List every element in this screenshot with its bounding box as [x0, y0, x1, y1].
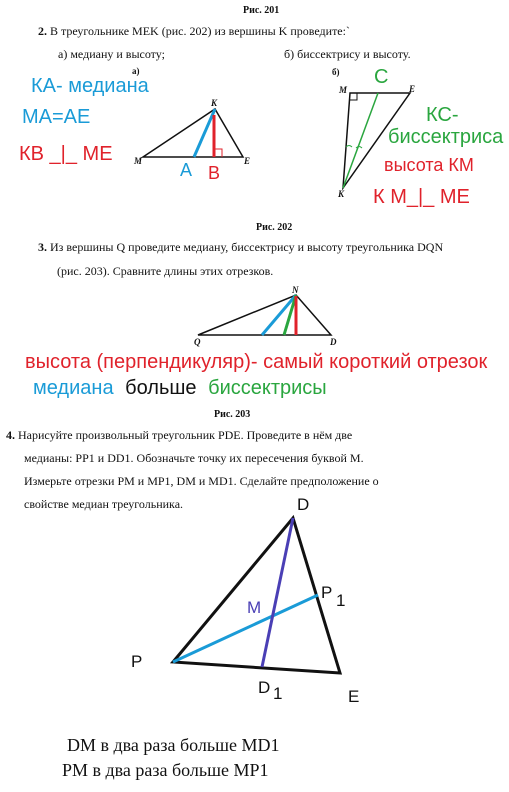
- conclusion-dm: DM в два раза больше MD1: [67, 735, 280, 755]
- note-height-shortest: высота (перпендикуляр)- самый короткий отрезок: [25, 351, 488, 373]
- vertex-n: N: [292, 285, 299, 295]
- task-statement: В треугольнике MEK (рис. 202) из вершины K проведите:`: [50, 24, 350, 38]
- task-4-line-2: медианы: PP1 и DD1. Обозначьте точку их пересечения буквой M.: [24, 451, 364, 465]
- vertex-e-label: E: [348, 687, 360, 706]
- point-m-label: M: [247, 598, 262, 617]
- vertex-k-a: K: [211, 98, 218, 108]
- note-bisector: биссектриса: [388, 126, 504, 148]
- caption-fig-201: Рис. 201: [243, 5, 280, 16]
- task-number: 4.: [6, 428, 15, 442]
- vertex-d: D: [330, 337, 337, 347]
- task-4-line-4: свойстве медиан треугольника.: [24, 497, 184, 511]
- task-2-part-a: а) медиану и высоту;: [58, 47, 165, 61]
- note-ma-ae: МА=АЕ: [22, 106, 91, 128]
- point-a-label: А: [180, 160, 193, 180]
- vertex-d-label: D: [297, 495, 310, 514]
- word-median: медиана: [33, 377, 114, 399]
- task-number: 3.: [38, 240, 47, 254]
- note-kb-perp: КВ _|_ МЕ: [19, 143, 113, 165]
- conclusion-pm: PM в два раза больше MP1: [62, 760, 269, 780]
- point-d1-subscript: 1: [273, 684, 283, 703]
- point-p1-subscript: 1: [336, 591, 346, 610]
- point-c-label: С: [374, 66, 389, 88]
- point-p1-label: P: [321, 583, 333, 602]
- note-km-perp: К М_|_ МЕ: [373, 186, 470, 208]
- vertex-k-b: K: [338, 189, 345, 199]
- vertex-p-label: P: [131, 652, 143, 671]
- note-height-km: высота КМ: [384, 155, 474, 175]
- word-bolshe: больше: [125, 377, 197, 399]
- word-bisector: биссектрисы: [208, 377, 327, 399]
- vertex-m-a: M: [134, 156, 143, 166]
- point-d1-label: D: [258, 678, 271, 697]
- note-ka-median: КА- медиана: [31, 75, 149, 97]
- vertex-e-a: E: [244, 156, 251, 166]
- vertex-e-b: E: [409, 84, 416, 94]
- median-dd1: [262, 518, 293, 667]
- vertex-q: Q: [194, 337, 201, 347]
- caption-fig-202: Рис. 202: [256, 222, 293, 233]
- median-pp1: [173, 595, 318, 662]
- task-number: 2.: [38, 24, 47, 38]
- fig-b-label: б): [332, 67, 340, 77]
- task-statement: Нарисуйте произвольный треугольник PDE. Проведите в нём две: [18, 428, 353, 442]
- note-kc: КС-: [426, 104, 459, 126]
- caption-fig-203: Рис. 203: [214, 409, 251, 420]
- task-4-line-3: Измерьте отрезки PM и MP1, DM и MD1. Сделайте предположение о: [24, 474, 379, 488]
- task-3-line-2: (рис. 203). Сравните длины этих отрезков.: [57, 264, 274, 278]
- point-b-label: В: [208, 163, 221, 183]
- vertex-m-b: M: [339, 85, 348, 95]
- task-statement: Из вершины Q проведите медиану, биссектрису и высоту треугольника DQN: [50, 240, 444, 254]
- fig-a-label: а): [132, 66, 140, 76]
- task-2-part-b: б) биссектрису и высоту.: [284, 47, 411, 61]
